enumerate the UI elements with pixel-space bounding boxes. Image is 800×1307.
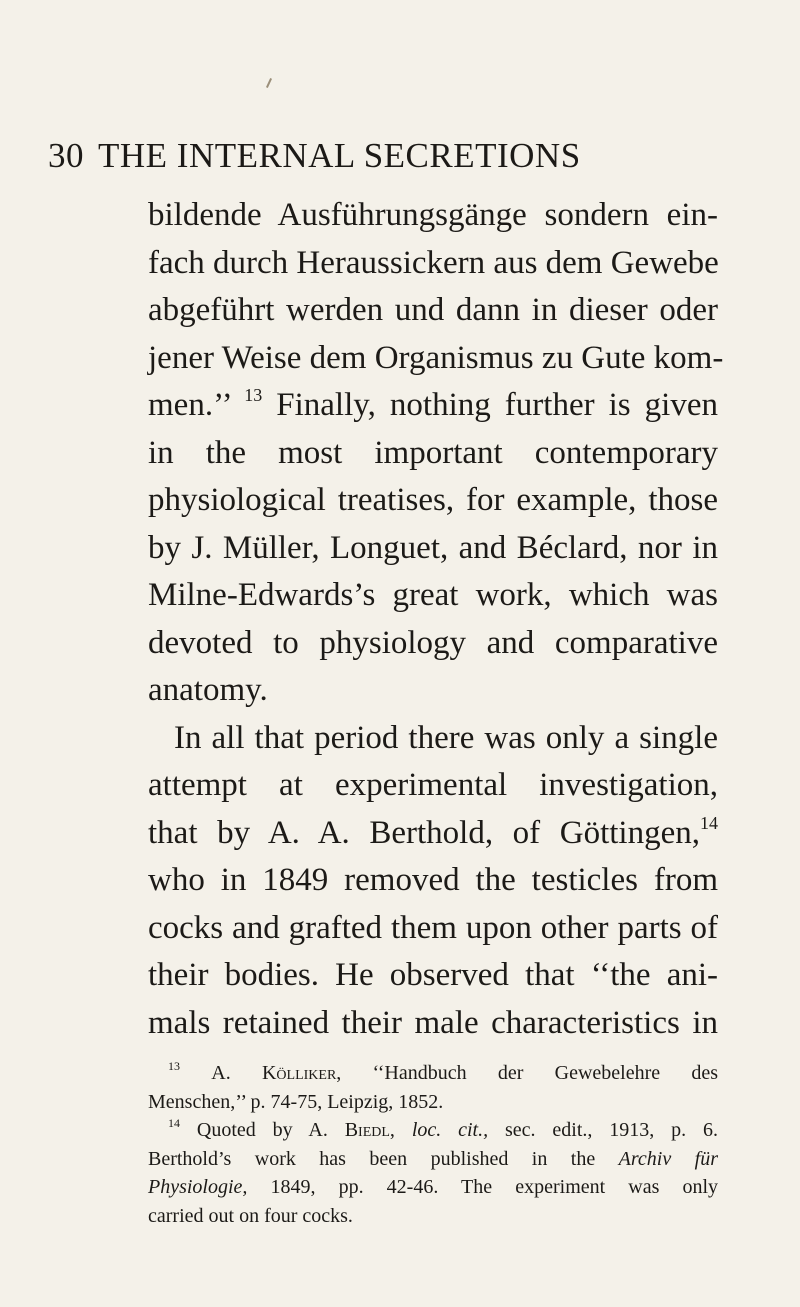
footnote-13 [148, 1059, 718, 1088]
text-line: fach durch Heraussickern aus dem Gewebe [148, 244, 719, 281]
text-line: devoted to physiology and comparative [148, 624, 718, 661]
footnote-text: Quoted by A. [196, 1119, 328, 1141]
footnote-line [148, 1173, 718, 1202]
text-line: attempt at experimental investigation, [148, 767, 718, 803]
text-line: Milne-Edwards’s great work, which was [148, 577, 718, 613]
footnote-text: sec. edit., 1913, p. 6. [504, 1119, 719, 1141]
footnote-ref-13: 13 [244, 385, 263, 405]
running-head [48, 136, 581, 176]
paper-blemish [266, 78, 272, 88]
footnote-mark: 14 [168, 1116, 180, 1130]
footnote-text: 1849, pp. 42-46. The experiment was only [270, 1176, 718, 1198]
footnote-journal: Archiv für [618, 1147, 718, 1170]
footnotes [148, 1059, 718, 1230]
footnote-text: Berthold’s work has been published in the [148, 1147, 596, 1170]
text-line: who in 1849 removed the testicles from [148, 862, 718, 898]
running-title: THE INTERNAL SECRETIONS [98, 136, 581, 175]
text-line: in the most important contemporary [148, 434, 718, 471]
text-line: abgeführt werden und dann in dieser oder [148, 292, 718, 328]
text-line: mals retained their male characteristics in [148, 1004, 718, 1041]
footnote-ref-14: 14 [700, 812, 718, 833]
footnote-author: Biedl, [344, 1119, 395, 1141]
text-line: anatomy. [148, 672, 268, 708]
text-line: jener Weise dem Organismus zu Gute kom- [148, 339, 724, 376]
text-line [148, 382, 718, 430]
footnote-line: carried out on four cocks. [148, 1204, 353, 1227]
text-line: physiological treatises, for example, those [148, 482, 718, 518]
body-text [148, 192, 724, 1047]
footnote-journal: Physiologie, [148, 1176, 248, 1198]
text-line: cocks and grafted them upon other parts of [148, 909, 718, 946]
text-line: their bodies. He observed that ‘‘the ani- [148, 957, 718, 993]
footnote-text: ‘‘Handbuch der Gewebelehre des [372, 1062, 719, 1084]
text-line: by J. Müller, Longuet, and Béclard, nor in [148, 529, 718, 566]
footnote-author: A. Kölliker, [211, 1062, 342, 1084]
footnote-loc: loc. cit., [411, 1119, 489, 1141]
text-line [148, 810, 718, 858]
footnote-line [148, 1145, 718, 1174]
sentence: Finally, nothing further is given [276, 387, 718, 423]
sentence: that by A. A. Berthold, of Göttingen, [148, 814, 700, 851]
text-line: In all that period there was only a single [174, 719, 718, 756]
page-number: 30 [48, 136, 84, 175]
quote-end: men.’’ [148, 387, 231, 423]
footnote-mark: 13 [168, 1059, 180, 1073]
text-line: bildende Ausführungsgänge sondern ein- [148, 197, 718, 233]
footnote-14 [148, 1116, 718, 1145]
footnote-line: Menschen,’’ p. 74-75, Leipzig, 1852. [148, 1090, 444, 1113]
